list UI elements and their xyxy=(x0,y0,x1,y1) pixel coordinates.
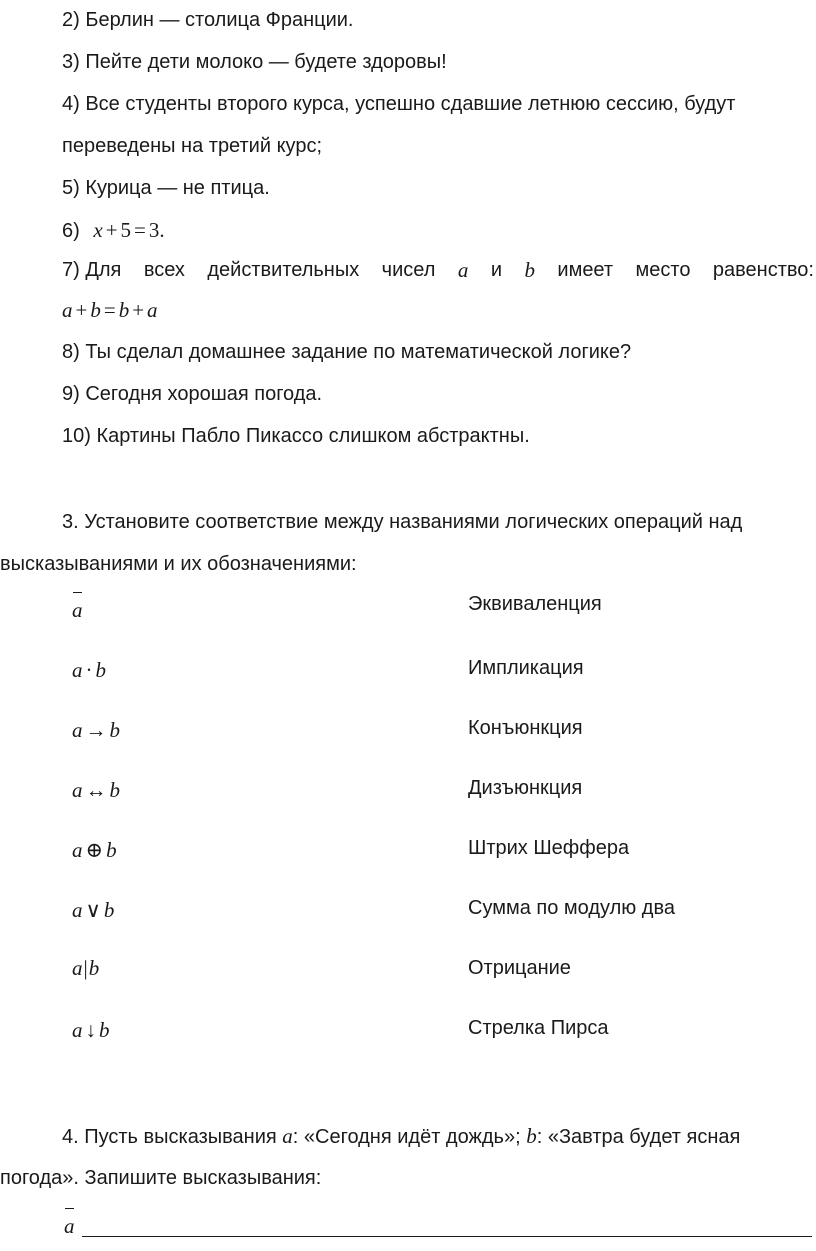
var-a: a xyxy=(72,1018,83,1042)
op-double-arrow: ↔ xyxy=(85,778,107,802)
var-b: b xyxy=(88,956,100,980)
item-3: 3) Пейте дети молоко — будете здоровы! xyxy=(62,51,447,73)
operation-name: Отрицание xyxy=(468,957,571,979)
notation-negation xyxy=(72,598,83,622)
notation-implication xyxy=(72,718,120,742)
item-7-line1 xyxy=(62,258,814,282)
eq-three: 3 xyxy=(148,218,160,242)
operation-name: Конъюнкция xyxy=(468,717,583,739)
operation-name: Стрелка Пирса xyxy=(468,1017,609,1039)
answer-label xyxy=(64,1214,75,1238)
item-4-line2: переведены на третий курс; xyxy=(62,135,323,157)
notation-sheffer xyxy=(72,956,99,980)
notation-equivalence xyxy=(72,778,120,802)
eq-b: b xyxy=(90,298,101,322)
notation-conjunction xyxy=(72,658,106,682)
var-b: b xyxy=(99,1018,110,1042)
op-circled-plus: ⊕ xyxy=(85,838,104,862)
task-3-line2: высказываниями и их обозначениями: xyxy=(0,553,357,575)
op-or: ∨ xyxy=(85,898,101,922)
eq-five: 5 xyxy=(120,218,132,242)
operation-name: Сумма по модулю два xyxy=(468,897,675,919)
eq-plus: + xyxy=(75,298,88,322)
item-6-equation xyxy=(93,218,164,242)
eq-equals: = xyxy=(103,298,116,322)
var-a: a xyxy=(72,956,83,980)
eq-period: . xyxy=(159,218,165,242)
item-7-word: всех xyxy=(143,259,185,281)
item-6 xyxy=(62,218,165,243)
item-7-word: имеет xyxy=(557,259,614,281)
eq-plus: + xyxy=(105,218,118,242)
item-7-word: место xyxy=(635,259,691,281)
item-6-number: 6) xyxy=(62,220,80,242)
eq-x: x xyxy=(93,218,103,242)
notation-disjunction xyxy=(72,898,114,922)
eq-plus: + xyxy=(132,298,145,322)
item-7-var-b: b xyxy=(524,258,535,282)
item-5: 5) Курица — не птица. xyxy=(62,177,270,199)
task-4-text: : «Сегодня идёт дождь»; xyxy=(292,1126,527,1148)
var-a-overlined: a xyxy=(64,1214,75,1238)
item-7-word: и xyxy=(490,259,502,281)
var-a-overlined: a xyxy=(72,598,83,622)
op-vertical-bar: | xyxy=(83,956,88,980)
item-7-word: равенство: xyxy=(712,259,814,281)
item-7-word: 7) Для xyxy=(62,259,122,281)
var-a: a xyxy=(72,838,83,862)
task-4-text: : «Завтра будет ясная xyxy=(536,1126,741,1148)
var-a: a xyxy=(72,718,83,742)
item-7-var-a: a xyxy=(457,258,469,282)
op-right-arrow: → xyxy=(85,718,107,742)
var-b: b xyxy=(526,1124,537,1148)
operation-name: Дизъюнкция xyxy=(468,777,583,799)
var-b: b xyxy=(106,838,117,862)
eq-equals: = xyxy=(134,218,146,242)
item-7-word: действительных xyxy=(207,259,360,281)
eq-b: b xyxy=(118,298,130,322)
item-8: 8) Ты сделал домашнее задание по математической логике? xyxy=(62,341,632,363)
var-b: b xyxy=(109,718,120,742)
var-b: b xyxy=(95,658,106,682)
var-a: a xyxy=(72,778,83,802)
answer-blank-line[interactable] xyxy=(82,1236,812,1237)
item-10: 10) Картины Пабло Пикассо слишком абстрактны. xyxy=(62,425,530,447)
item-9: 9) Сегодня хорошая погода. xyxy=(62,383,323,405)
notation-xor xyxy=(72,838,117,862)
operation-name: Эквиваленция xyxy=(468,593,602,615)
var-a: a xyxy=(282,1124,293,1148)
var-a: a xyxy=(72,898,83,922)
var-b: b xyxy=(109,778,120,802)
item-7-word: чисел xyxy=(381,259,436,281)
operation-name: Импликация xyxy=(468,657,584,679)
task-3-line1: 3. Установите соответствие между названиями логических операций над xyxy=(62,511,743,533)
item-7-equation xyxy=(62,298,158,322)
item-4-line1: 4) Все студенты второго курса, успешно сдавшие летнюю сессию, будут xyxy=(62,93,736,115)
op-dot: · xyxy=(85,658,93,682)
item-2: 2) Берлин — столица Франции. xyxy=(62,9,354,31)
var-a: a xyxy=(72,658,83,682)
eq-a: a xyxy=(147,298,158,322)
eq-a: a xyxy=(62,298,73,322)
task-4-text: 4. Пусть высказывания xyxy=(62,1126,283,1148)
notation-peirce xyxy=(72,1018,110,1042)
var-b: b xyxy=(103,898,115,922)
op-down-arrow: ↓ xyxy=(85,1018,96,1042)
task-4-line2: погода». Запишите высказывания: xyxy=(0,1167,322,1189)
operation-name: Штрих Шеффера xyxy=(468,837,630,859)
task-4-line1 xyxy=(62,1124,740,1149)
